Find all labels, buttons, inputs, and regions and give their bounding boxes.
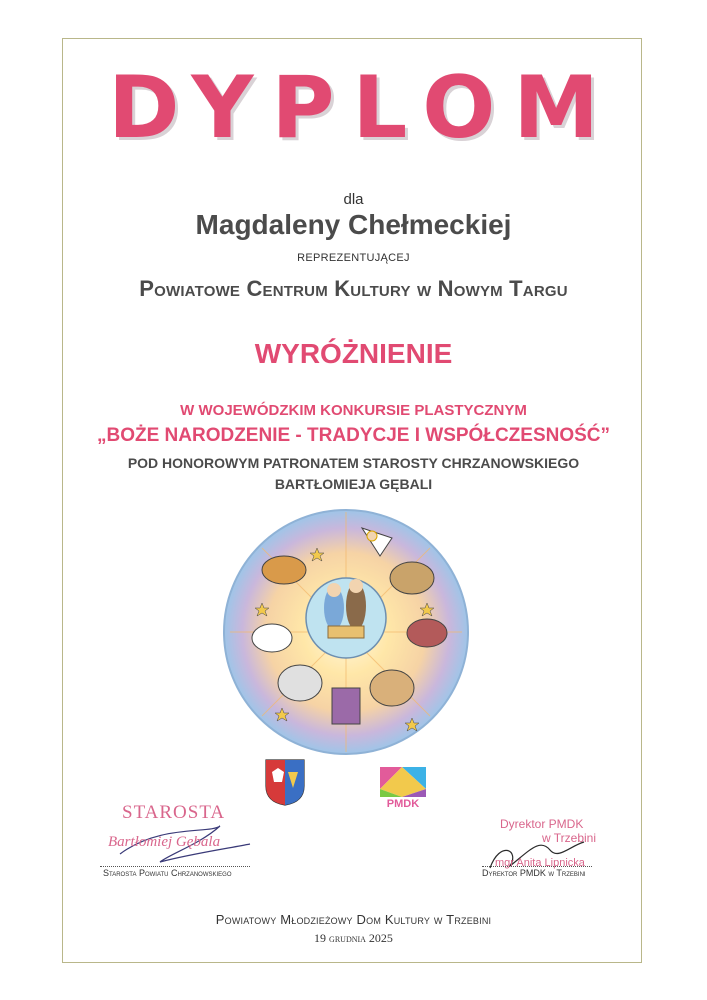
recipient-name: Magdaleny Chełmeckiej <box>195 209 512 240</box>
right-stamp-line-1: Dyrektor PMDK <box>500 817 584 831</box>
right-signature-caption: Dyrektor PMDK w Trzebini <box>482 868 586 878</box>
contest-line-1: W WOJEWÓDZKIM KONKURSIE PLASTYCZNYM <box>180 402 527 419</box>
left-signature-line <box>100 866 250 867</box>
pmdk-logo-text: PMDK <box>386 798 420 810</box>
pmdk-logo <box>376 763 430 813</box>
footer-date: 19 grudnia 2025 <box>314 931 393 945</box>
for-label: dla <box>343 191 364 208</box>
contest-line-2: „BOŻE NARODZENIE - TRADYCJE I WSPÓŁCZESNOŚĆ” <box>96 425 611 446</box>
nativity-artwork <box>222 508 470 756</box>
award-title: WYRÓŻNIENIE <box>254 338 453 369</box>
left-stamp-name: Bartłomiej Gębala <box>108 834 221 850</box>
patronage-line-1: POD HONOROWYM PATRONATEM STAROSTY CHRZANOWSKIEGO <box>127 455 580 471</box>
right-signature-line <box>482 866 592 867</box>
left-stamp-title: STAROSTA <box>122 802 226 823</box>
patronage-line-2: BARTŁOMIEJA GĘBALI <box>274 476 433 492</box>
left-signature-caption: Starosta Powiatu Chrzanowskiego <box>103 868 232 878</box>
right-stamp-line-2: w Trzebini <box>542 831 597 845</box>
footer-institution: Powiatowy Młodzieżowy Dom Kultury w Trzebini <box>215 912 492 927</box>
diploma-title: DYPLOM <box>108 58 617 158</box>
organization-name: Powiatowe Centrum Kultury w Nowym Targu <box>139 276 568 301</box>
county-coat-of-arms <box>264 758 306 806</box>
right-stamp-name: mgr Anita Lipnicka <box>495 857 585 869</box>
representing-label: REPREZENTUJĄCEJ <box>297 252 410 264</box>
